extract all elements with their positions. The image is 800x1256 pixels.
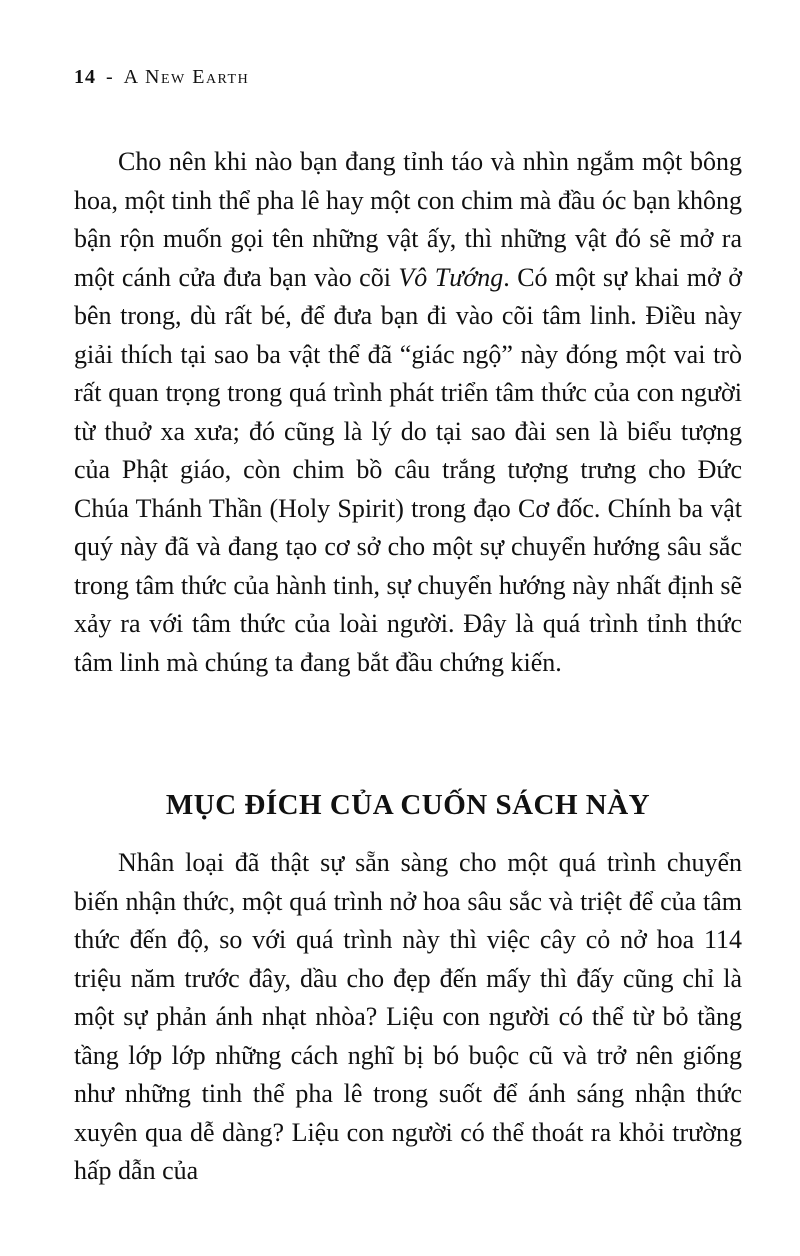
paragraph-2-text: Nhân loại đã thật sự sẵn sàng cho một quá trình chuyển biến nhận thức, một quá trình nở hoa sâu sắc và triệt để của tâm thức đến độ, so với quá trình này thì việc cây cỏ nở hoa 114 triệu năm trước đây, dầu cho đẹp đến mấy thì đấy cũng chỉ là một sự phản ánh nhạt nhòa? Liệu con người có thể từ bỏ tầng tầng lớp lớp những cách nghĩ bị bó buộc cũ và trở nên giống như những tinh thể pha lê trong suốt để ánh sáng nhận thức xuyên qua dễ dàng? Liệu con người có thể thoát ra khỏi trường hấp dẫn của: [74, 848, 742, 1185]
paragraph-2: [74, 844, 742, 1191]
paragraph-1-text-before: Cho nên khi nào bạn đang tỉnh táo và nhìn ngắm một bông hoa, một tinh thể pha lê hay một con chim mà đầu óc bạn không bận rộn muốn gọi tên những vật ấy, thì những vật đó sẽ mở ra một cánh cửa đưa bạn vào cõi: [74, 147, 742, 292]
paragraph-1: [74, 143, 742, 682]
running-head-separator: -: [106, 66, 114, 88]
running-head: [74, 66, 249, 89]
book-title: A New Earth: [123, 66, 250, 88]
section-heading: MỤC ĐÍCH CỦA CUỐN SÁCH NÀY: [165, 789, 651, 821]
paragraph-1-italic-term: Vô Tướng: [398, 262, 504, 292]
paragraph-1-text: [74, 143, 742, 682]
page-number: 14: [74, 66, 96, 88]
paragraph-1-text-after: . Có một sự khai mở ở bên trong, dù rất bé, để đưa bạn đi vào cõi tâm linh. Điều này giải thích tại sao ba vật thể đã “giác ngộ” này đóng một vai trò rất quan trọng trong quá trình phát triển tâm thức của con người từ thuở xa xưa; đó cũng là lý do tại sao đài sen là biểu tượng của Phật giáo, còn chim bồ câu trắng tượng trưng cho Đức Chúa Thánh Thần (Holy Spirit) trong đạo Cơ đốc. Chính ba vật quý này đã và đang tạo cơ sở cho một sự chuyển hướng sâu sắc trong tâm thức của hành tinh, sự chuyển hướng này nhất định sẽ xảy ra với tâm thức của loài người. Đây là quá trình tỉnh thức tâm linh mà chúng ta đang bắt đầu chứng kiến.: [74, 262, 742, 677]
